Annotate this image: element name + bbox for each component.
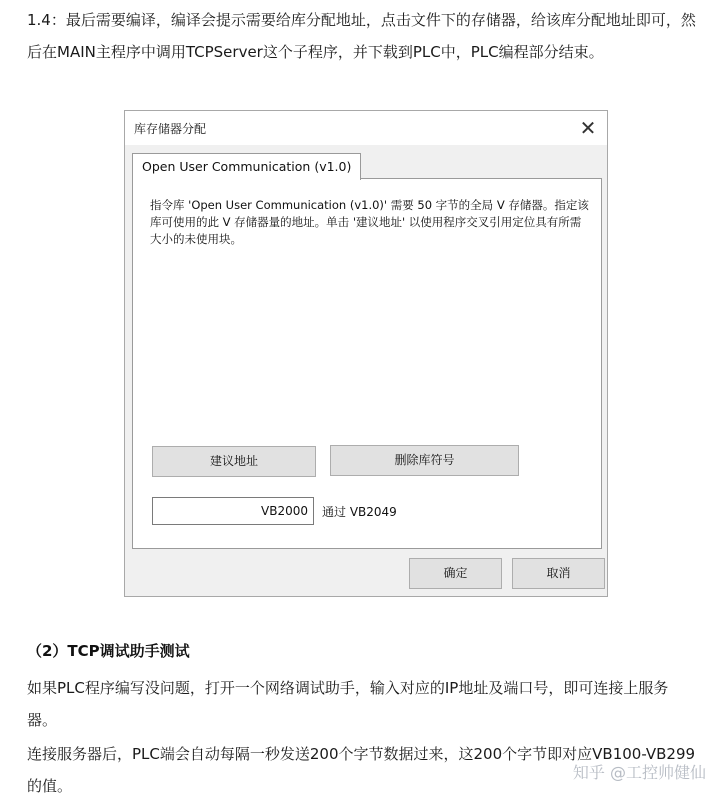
close-icon[interactable]: ✕ — [579, 116, 597, 140]
dialog-title: 库存储器分配 — [134, 122, 207, 136]
article-paragraph-1: 1.4：最后需要编译，编译会提示需要给库分配地址，点击文件下的存储器，给该库分配地址即可，然后在MAIN主程序中调用TCPServer这个子程序，并下载到PLC中，PLC编程部分结束。 — [27, 11, 696, 61]
library-description: 指令库 'Open User Communication (v1.0)' 需要 50 字节的全局 V 存储器。指定该库可使用的此 V 存储器量的地址。单击 '建议地址' 以使用程序交叉引用定位具有所需大小的未使用块。 — [150, 198, 589, 246]
tab-panel — [132, 178, 602, 549]
article-paragraph-2: 如果PLC程序编写没问题，打开一个网络调试助手，输入对应的IP地址及端口号，即可连接上服务器。 — [27, 679, 669, 729]
dialog-titlebar — [125, 111, 607, 145]
address-input[interactable] — [152, 497, 314, 525]
ok-button[interactable]: 确定 — [409, 558, 502, 589]
section-heading: （2）TCP调试助手测试 — [27, 642, 190, 660]
watermark: 知乎 @工控帅健仙 — [572, 763, 706, 782]
article-paragraph-3: 连接服务器后，PLC端会自动每隔一秒发送200个字节数据过来，这200个字节即对应VB100-VB299的值。 — [27, 745, 696, 795]
cancel-button[interactable]: 取消 — [512, 558, 605, 589]
suggest-address-button[interactable]: 建议地址 — [152, 446, 316, 477]
address-range-label: 通过 VB2049 — [322, 505, 397, 519]
delete-library-symbols-button[interactable]: 删除库符号 — [330, 445, 519, 476]
tab-open-user-communication[interactable]: Open User Communication (v1.0) — [132, 153, 361, 180]
library-memory-dialog — [124, 110, 608, 597]
